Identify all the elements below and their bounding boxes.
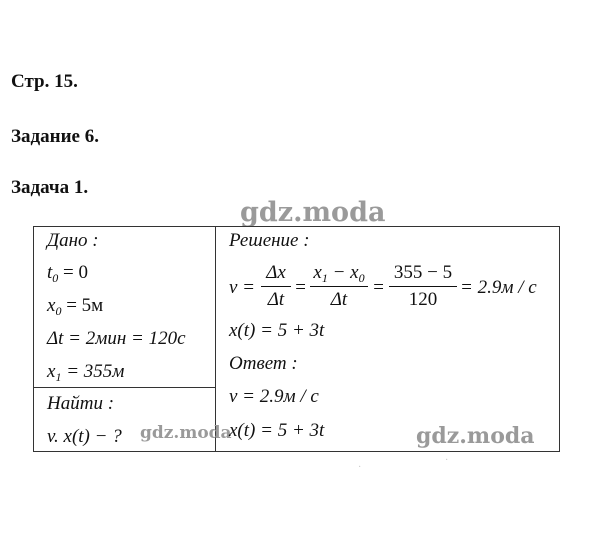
page-number-heading: Стр. 15. [11,71,78,92]
task-heading: Задание 6. [11,126,99,147]
fraction-bar [261,286,291,287]
fraction-numeric-denominator: 120 [408,289,438,310]
scan-artifact: · [445,455,449,466]
fraction-x1-x0-dt [310,262,368,311]
fraction-numeric-numerator: 355 − 5 [393,262,453,283]
equals-sign-1: = [294,277,307,298]
given-t0: $t_0 = 0$ [47,262,88,285]
velocity-result: = 2.9м / с [460,277,537,298]
watermark-middle: gdz.moda [140,423,232,443]
answer-law-of-motion: x(t) = 5 + 3t [229,420,325,441]
table-vertical-divider [215,226,216,452]
fraction-bar [389,286,457,287]
answer-title: Ответ : [229,353,298,374]
given-delta-t: Δt = 2мин = 120с [47,328,186,349]
given-x0: $x_0 = 5м$ [47,295,104,318]
fraction-x1-x0-numerator: $x_1 - x_0$ [313,262,365,285]
find-title: Найти : [47,393,115,414]
given-title: Дано : [47,230,99,251]
fraction-dx-dt [261,262,291,311]
fraction-x1-x0-denominator: Δt [330,289,348,310]
watermark-right: gdz.moda [416,423,535,449]
given-x1: $x_1 = 355м$ [47,361,125,384]
find-expression: v. x(t) − ? [47,426,122,447]
answer-velocity: v = 2.9м / с [229,386,319,407]
solution-title: Решение : [229,230,310,251]
fraction-dx-dt-denominator: Δt [267,289,285,310]
fraction-dx-dt-numerator: Δx [266,262,286,283]
fraction-bar [310,286,368,287]
fraction-numeric [389,262,457,311]
watermark-top: gdz.moda [240,197,386,228]
scan-artifact: · [358,462,362,473]
table-horizontal-divider [33,387,216,388]
velocity-prefix: v = [229,277,256,298]
equals-sign-2: = [372,277,385,298]
solution-law-of-motion: x(t) = 5 + 3t [229,320,325,341]
problem-heading: Задача 1. [11,177,89,198]
